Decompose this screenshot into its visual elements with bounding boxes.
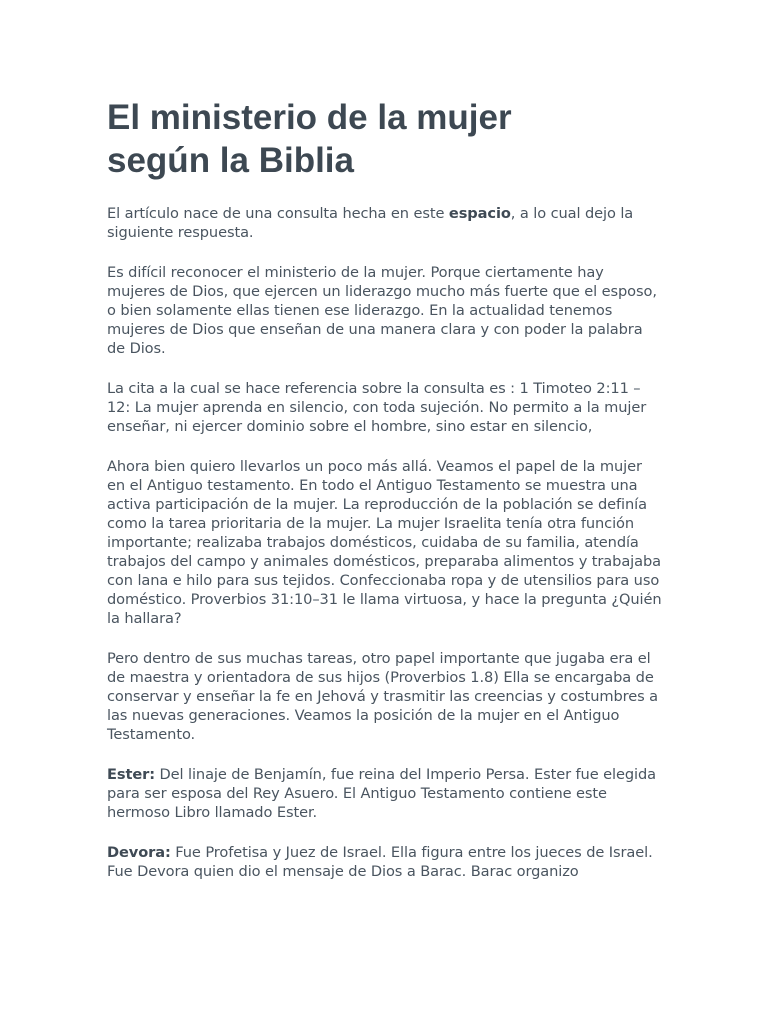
- devora-text: Fue Profetisa y Juez de Israel. Ella figura entre los jueces de Israel. Fue Devora quien dio el mensaje de Dios a Barac. Barac organizo: [107, 844, 653, 880]
- paragraph-devora: [107, 843, 663, 881]
- paragraph-4: Ahora bien quiero llevarlos un poco más allá. Veamos el papel de la mujer en el Antiguo testamento. En todo el Antiguo Testamento se muestra una activa participación de la mujer. La reproducción de la población se definía como la tarea prioritaria de la mujer. La mujer Israelita tenía otra función importante; realizaba trabajos domésticos, cuidaba de su familia, atendía trabajos del campo y animales domésticos, preparaba alimentos y trabajaba con lana e hilo para sus tejidos. Confeccionaba ropa y de utensilios para uso doméstico. Proverbios 31:10–31 le llama virtuosa, y hace la pregunta ¿Quién la hallara?: [107, 458, 662, 627]
- title-line-1: El ministerio de la mujer: [107, 98, 512, 137]
- devora-heading: Devora:: [107, 844, 171, 861]
- article-title: [107, 96, 663, 182]
- paragraph-2: Es difícil reconocer el ministerio de la mujer. Porque ciertamente hay mujeres de Dios, que ejercen un liderazgo mucho más fuerte que el esposo, o bien solamente ellas tienen ese liderazgo. En la actualidad tenemos mujeres de Dios que enseñan de una manera clara y con poder la palabra de Dios.: [107, 264, 657, 357]
- intro-text-end: , a lo cual dejo la siguiente respuesta.: [107, 205, 634, 241]
- ester-heading: Ester:: [107, 766, 155, 783]
- paragraph-5: Pero dentro de sus muchas tareas, otro papel importante que jugaba era el de maestra y orientadora de sus hijos (Proverbios 1.8) Ella se encargaba de conservar y enseñar la fe en Jehová y trasmitir las creencias y costumbres a las nuevas generaciones. Veamos la posición de la mujer en el Antiguo Testamento.: [107, 650, 659, 743]
- intro-text-start: El artículo nace de una consulta hecha en este: [107, 205, 449, 222]
- title-line-2: según la Biblia: [107, 141, 354, 180]
- paragraph-3: La cita a la cual se hace referencia sobre la consulta es : 1 Timoteo 2:11 – 12: La mujer aprenda en silencio, con toda sujeción. No permito a la mujer enseñar, ni ejercer dominio sobre el hombre, sino estar en silencio,: [107, 380, 647, 435]
- ester-text: Del linaje de Benjamín, fue reina del Imperio Persa. Ester fue elegida para ser esposa del Rey Asuero. El Antiguo Testamento contiene este hermoso Libro llamado Ester.: [107, 766, 656, 821]
- article-body: [107, 96, 663, 901]
- intro-paragraph: [107, 204, 663, 242]
- espacio-link-text: espacio: [448, 205, 511, 222]
- paragraph-ester: [107, 765, 663, 822]
